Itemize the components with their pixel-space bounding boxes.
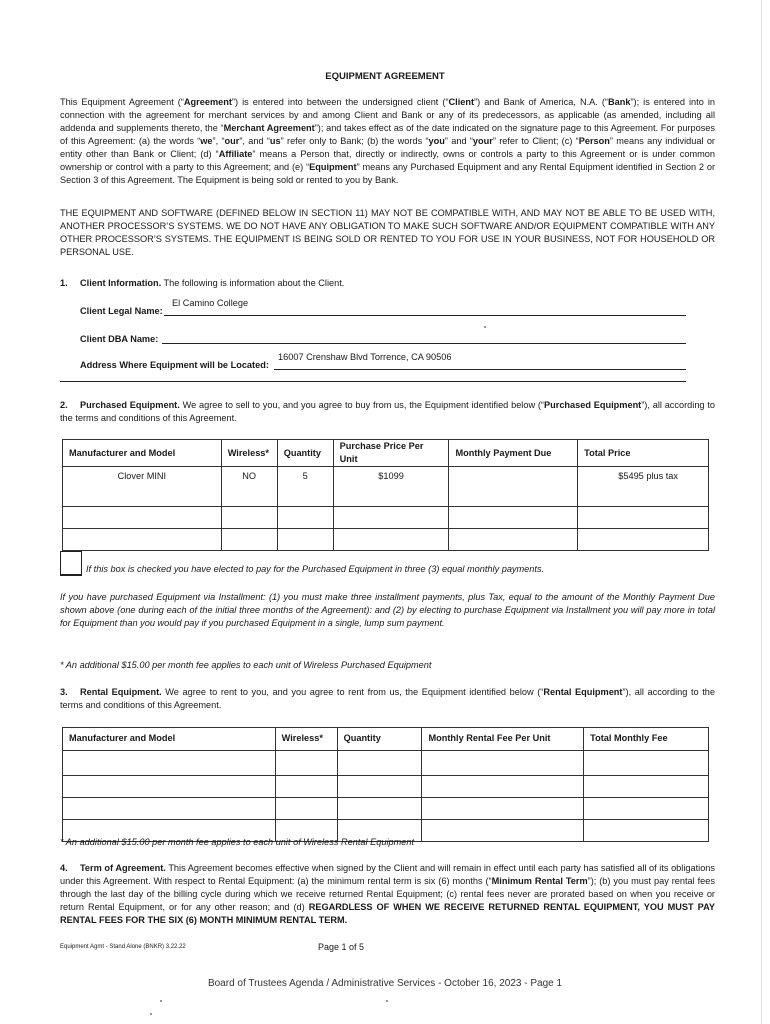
table-header-row	[63, 728, 709, 751]
installment-checkbox[interactable]	[60, 551, 82, 576]
table-cell[interactable]	[578, 507, 709, 529]
column-header: Manufacturer and Model	[63, 728, 276, 751]
scan-edge	[761, 0, 762, 1024]
table-cell[interactable]	[275, 798, 337, 820]
table-cell[interactable]: NO	[221, 467, 277, 507]
table-cell[interactable]	[422, 751, 584, 776]
table-cell[interactable]	[63, 776, 276, 798]
table-cell[interactable]: $5495 plus tax	[578, 467, 709, 507]
column-header: Purchase Price Per Unit	[333, 440, 449, 467]
section-1-heading: 1. Client Information. The following is information about the Client.	[60, 278, 345, 288]
table-row	[63, 507, 709, 529]
table-cell[interactable]	[584, 776, 709, 798]
address-continuation-line	[60, 381, 686, 382]
table-cell[interactable]	[221, 507, 277, 529]
client-dba-name-label: Client DBA Name:	[80, 333, 159, 344]
table-cell[interactable]	[449, 507, 578, 529]
purchased-wireless-note: * An additional $15.00 per month fee applies to each unit of Wireless Purchased Equipment	[60, 660, 432, 670]
table-cell[interactable]	[63, 529, 222, 551]
table-cell[interactable]	[275, 776, 337, 798]
compatibility-disclaimer: THE EQUIPMENT AND SOFTWARE (DEFINED BELOW IN SECTION 11) MAY NOT BE COMPATIBLE WITH, AND MAY NOT BE ABLE TO BE USED WITH, ANOTHER PROCESSOR’S SYSTEMS. WE DO NOT HAVE ANY OBLIGATION TO MAKE SUCH SOFTWARE AND/OR EQUIPMENT COMPATIBLE WITH ANY OTHER PROCESSOR’S SYSTEMS. THE EQUIPMENT IS BEING SOLD OR RENTED TO YOU FOR USE IN YOUR BUSINESS, NOT FOR HOUSEHOLD OR PERSONAL USE.	[60, 208, 715, 258]
table-cell[interactable]	[449, 467, 578, 507]
table-cell[interactable]	[275, 751, 337, 776]
section-3-heading: 3. Rental Equipment. We agree to rent to you, and you agree to rent from us, the Equipment identified below (“Rental Equipment”), all according to the terms and conditions of this Agreement.	[60, 687, 715, 711]
table-row	[63, 751, 709, 776]
board-agenda-footer: Board of Trustees Agenda / Administrative Services - October 16, 2023 - Page 1	[207, 978, 563, 989]
column-header: Quantity	[337, 728, 422, 751]
rental-equipment-table	[62, 727, 709, 842]
table-cell[interactable]	[584, 751, 709, 776]
equipment-address-field[interactable]	[80, 352, 686, 372]
section-4-paragraph: 4. Term of Agreement. This Agreement becomes effective when signed by the Client and will remain in effect until each party has satisfied all of its obligations under this Agreement. With respect to Rental Equipment: (a) the minimum rental term is six (6) months (“Minimum Rental Term”); (b) you must pay rental fees through the last day of the billing cycle during which we receive returned Rental Equipment; (c) rental fees never are prorated based on when you receive or return Rental Equipment, or for any other reason; and (d) REGARDLESS OF WHEN WE RECEIVE RETURNED RENTAL EQUIPMENT, YOU MUST PAY RENTAL FEES FOR THE SIX (6) MONTH MINIMUM RENTAL TERM.	[60, 863, 716, 926]
table-header-row	[63, 440, 709, 467]
installment-checkbox-label: If this box is checked you have elected to pay for the Purchased Equipment in three (3) equal monthly payments.	[86, 564, 545, 574]
column-header: Monthly Payment Due	[449, 440, 578, 467]
form-identifier: Equipment Agmt - Stand Alone (BNKR) 3.22.22	[60, 944, 186, 950]
table-cell[interactable]	[337, 776, 422, 798]
column-header: Total Price	[578, 440, 709, 467]
table-cell[interactable]	[63, 798, 276, 820]
table-cell[interactable]	[277, 507, 333, 529]
table-cell[interactable]	[333, 507, 449, 529]
intro-paragraph: This Equipment Agreement (“Agreement”) is entered into between the undersigned client (“Client”) and Bank of America, N.A. (“Bank”); is entered into in connection with the agreement for merchant services by and among Client and Bank or any of its predecessors, as applicable (as amended, including all addenda and supplements thereto, the “Merchant Agreement”); and takes effect as of the date indicated on the signature page to this Agreement. For purposes of this Agreement: (a) the words “we”, “our”, and “us” refer only to Bank; (b) the words “you” and “your” refer to Client; (c) “Person” means any individual or entity other than Bank or Client; (d) “Affiliate” means a Person that, directly or indirectly, owns or controls a party to this Agreement or is under common ownership or control with a party to this Agreement; and (e) “Equipment” means any Purchased Equipment and any Rental Equipment identified in Section 2 or Section 3 of this Agreement. The Equipment is being sold or rented to you by Bank.	[60, 97, 716, 186]
equipment-address-value: 16007 Crenshaw Blvd Torrence, CA 90506	[278, 351, 452, 362]
page-title: EQUIPMENT AGREEMENT	[325, 71, 445, 82]
table-cell[interactable]	[63, 751, 276, 776]
table-cell[interactable]	[578, 529, 709, 551]
rental-wireless-note: * An additional $15.00 per month fee applies to each unit of Wireless Rental Equipment	[60, 837, 415, 847]
column-header: Quantity	[277, 440, 333, 467]
table-cell[interactable]	[337, 751, 422, 776]
column-header: Wireless*	[221, 440, 277, 467]
table-cell[interactable]	[337, 798, 422, 820]
table-cell[interactable]: 5	[277, 467, 333, 507]
table-row	[63, 467, 709, 507]
table-row	[63, 776, 709, 798]
table-row	[63, 798, 709, 820]
table-cell[interactable]	[422, 798, 584, 820]
table-cell[interactable]	[221, 529, 277, 551]
client-legal-name-value: El Camino College	[172, 297, 249, 308]
table-cell[interactable]: $1099	[333, 467, 449, 507]
table-cell[interactable]	[333, 529, 449, 551]
table-cell[interactable]	[422, 776, 584, 798]
table-cell[interactable]	[449, 529, 578, 551]
table-cell[interactable]: Clover MINI	[63, 467, 222, 507]
table-row	[63, 529, 709, 551]
table-cell[interactable]	[584, 798, 709, 820]
client-legal-name-field[interactable]	[80, 298, 686, 318]
scan-speck	[150, 1013, 152, 1015]
scan-speck	[386, 1000, 388, 1002]
scan-speck	[484, 326, 486, 328]
table-cell[interactable]	[277, 529, 333, 551]
installment-terms: If you have purchased Equipment via Installment: (1) you must make three installment payments, plus Tax, equal to the amount of the Monthly Payment Due shown above (one during each of the initial three months of the Agreement): and (2) by electing to purchase Equipment via Installment you will pay more in total for Equipment than you would pay if you purchased Equipment in a single, lump sum payment.	[60, 592, 715, 629]
column-header: Total Monthly Fee	[584, 728, 709, 751]
column-header: Manufacturer and Model	[63, 440, 222, 467]
section-2-heading: 2. Purchased Equipment. We agree to sell to you, and you agree to buy from us, the Equipment identified below (“Purchased Equipment”), all according to the terms and conditions of this Agreement.	[60, 400, 715, 424]
client-dba-name-field[interactable]	[80, 326, 686, 346]
table-cell[interactable]	[63, 507, 222, 529]
equipment-address-label: Address Where Equipment will be Located:	[80, 359, 269, 370]
purchased-equipment-table	[62, 439, 709, 551]
scan-speck	[160, 1000, 162, 1002]
column-header: Wireless*	[275, 728, 337, 751]
column-header: Monthly Rental Fee Per Unit	[422, 728, 584, 751]
client-legal-name-label: Client Legal Name:	[80, 305, 163, 316]
page-number: Page 1 of 5	[318, 942, 365, 952]
